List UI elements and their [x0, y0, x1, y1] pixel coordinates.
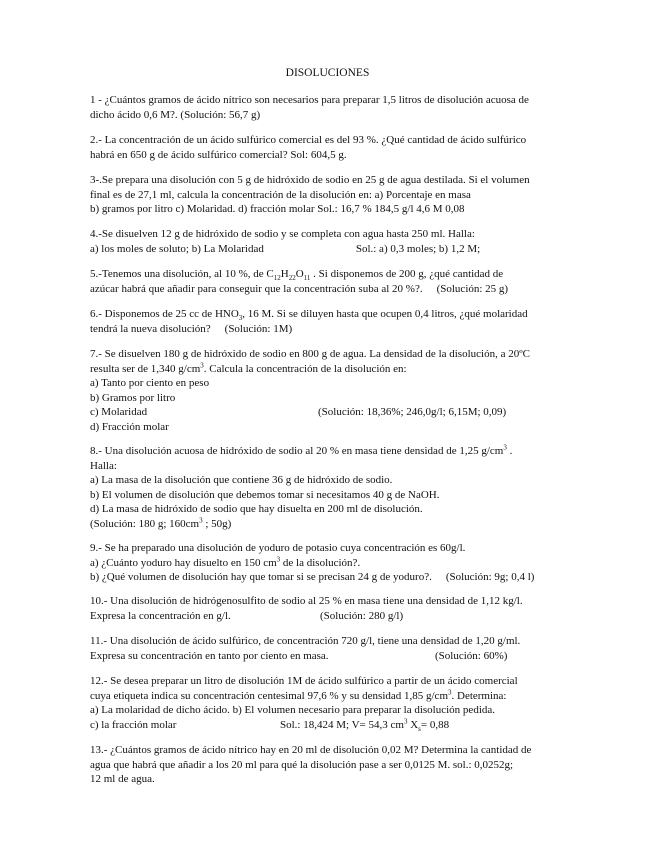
- problem-5: 5.-Tenemos una disolución, al 10 %, de $C_{12}H_{22}O_{11}$ . Si disponemos de 200 g, ¿qué cantidad de azúcar habrá que añadir para conseguir que la concentración suba al 20 %?. (Solución: 25 g): [90, 268, 509, 295]
- problem-10: 10.- Una disolución de hidrógenosulfito de sodio al 25 % en masa tiene una densidad de 1,12 kg/l. Expresa la concentración en g/l. (Solución: 280 g/l): [90, 595, 523, 622]
- problem-4: 4.-Se disuelven 12 g de hidróxido de sodio y se completa con agua hasta 250 ml. Halla: a) los moles de soluto; b) La Molaridad Sol.: a) 0,3 moles; b) 1,2 M;: [90, 228, 481, 255]
- problem-13: 13.- ¿Cuántos gramos de ácido nítrico hay en 20 ml de disolución 0,02 M? Determina la cantidad de agua que habrá que añadir a los 20 ml para qué la disolución pase a ser 0,0125 M. sol.: 0,0252g; 12 ml de agua.: [90, 744, 532, 785]
- problem-8: 8.- Una disolución acuosa de hidróxido de sodio al 20 % en masa tiene densidad de 1,25 $g/cm^3$ . Halla: a) La masa de la disolución que contiene 36 g de hidróxido de sodio. b) El volumen de disolución que debemos tomar si necesitamos 40 g de NaOH. d) La masa de hidróxido de sodio que hay disuelta en 200 ml de disolución. (Solución: 180 g; $160cm^3$ ; 50g): [90, 443, 513, 530]
- problem-1: 1 - ¿Cuántos gramos de ácido nítrico son necesarios para preparar 1,5 litros de disolución acuosa de dicho ácido 0,6 M?. (Solución: 56,7 g): [90, 94, 529, 121]
- problem-2: 2.- La concentración de un ácido sulfúrico comercial es del 93 %. ¿Qué cantidad de ácido sulfúrico habrá en 650 g de ácido sulfúrico comercial? Sol: 604,5 g.: [90, 134, 527, 161]
- problem-7: 7.- Se disuelven 180 g de hidróxido de sodio en 800 g de agua. La densidad de la disolución, a 20ºC resulta ser de 1,340 $g/cm^3$. Calcula la concentración de la disolución en: a) Tanto por ciento en peso b) Gramos por litro c) Molaridad (Solución: 18,36%; 246,0g/l; 6,15M; 0,09) d) Fracción molar: [90, 348, 530, 433]
- problem-12: 12.- Se desea preparar un litro de disolución 1M de ácido sulfúrico a partir de un ácido comercial cuya etiqueta indica su concentración centesimal 97,6 % y su densidad 1,85 $g/cm^3$. Determina: a) La molaridad de dicho ácido. b) El volumen necesario para preparar la disolución pedida. c) la fracción molar Sol.: 18,424 M; V= 54,3 $cm^3$ $X_s= 0,88$: [90, 675, 518, 733]
- problem-9: 9.- Se ha preparado una disolución de yoduro de potasio cuya concentración es 60g/l. a) ¿Cuánto yoduro hay disuelto en 150 $cm^3$ de la disolución?. b) ¿Qué volumen de disolución hay que tomar si se precisan 24 g de yoduro?. (Solución: 9g; 0,4 l): [90, 542, 535, 583]
- document-title: DISOLUCIONES: [285, 67, 370, 79]
- problem-11: 11.- Una disolución de ácido sulfúrico, de concentración 720 g/l, tiene una densidad de 1,20 g/ml. Expresa su concentración en tanto por ciento en masa. (Solución: 60%): [90, 635, 521, 662]
- problem-3: 3-.Se prepara una disolución con 5 g de hidróxido de sodio en 25 g de agua destilada. Si el volumen final es de 27,1 ml, calcula la concentración de la disolución en: a) Porcentaje en masa b) gramos por litro c) Molaridad. d) fracción molar Sol.: 16,7 % 184,5 g/l 4,6 M 0,08: [90, 174, 530, 215]
- problem-6: 6.- Disponemos de 25 cc de $HNO_3$, 16 M. Si se diluyen hasta que ocupen 0,4 litros, ¿qué molaridad tendrá la nueva disolución? (Solución: 1M): [90, 308, 528, 335]
